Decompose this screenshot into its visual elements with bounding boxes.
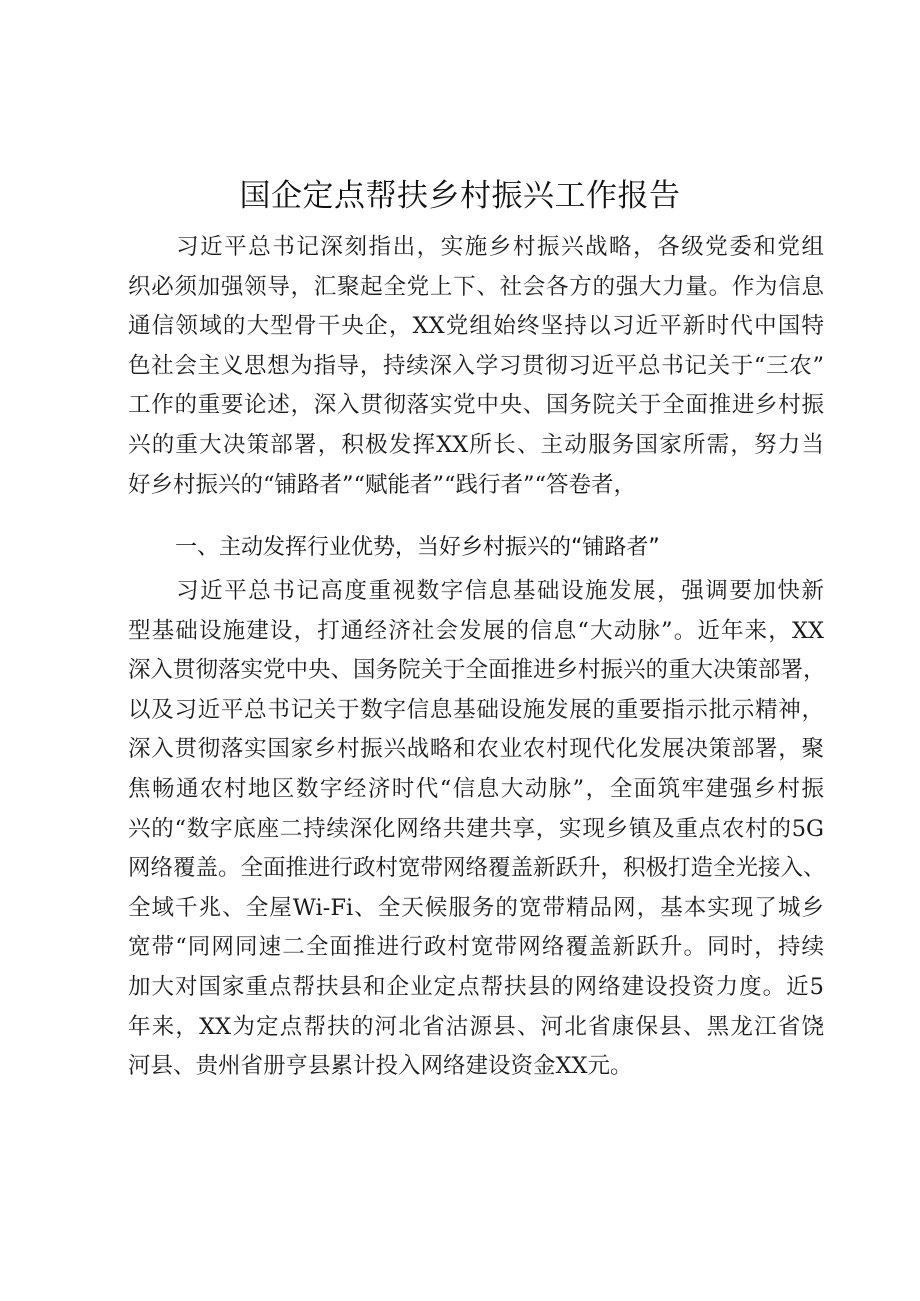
paragraph-line: 焦畅通农村地区数字经济时代“信息大动脉”，全面筑牢建强乡村振 — [128, 775, 824, 802]
section-heading: 一、主动发挥行业优势，当好乡村振兴的“铺路者” — [175, 535, 660, 560]
paragraph-line: 深入贯彻落实党中央、国务院关于全面推进乡村振兴的重大决策部署， — [128, 657, 826, 684]
document-title: 国企定点帮扶乡村振兴工作报告 — [239, 178, 681, 214]
paragraph-line: 宽带“同网同速二全面推进行政村宽带网络覆盖新跃升。同时，持续 — [128, 934, 824, 961]
paragraph-line: 以及习近平总书记关于数字信息基础设施发展的重要指示批示精神， — [128, 696, 824, 723]
paragraph-line: 兴的“数字底座二持续深化网络共建共享，实现乡镇及重点农村的5G — [128, 815, 824, 842]
paragraph-intro — [128, 228, 824, 505]
paragraph-line: 加大对国家重点帮扶县和企业定点帮扶县的网络建设投资力度。近5 — [128, 973, 824, 1000]
paragraph-line: 色社会主义思想为指导，持续深入学习贯彻习近平总书记关于“三农” — [128, 352, 824, 379]
paragraph-line: 习近平总书记深刻指出，实施乡村振兴战略，各级党委和党组 — [128, 234, 824, 260]
paragraph-line: 兴的重大决策部署，积极发挥XX所长、主动服务国家所需，努力当 — [128, 431, 824, 458]
paragraph-line: 型基础设施建设，打通经济社会发展的信息“大动脉”。近年来，XX — [128, 617, 824, 644]
paragraph-line: 深入贯彻落实国家乡村振兴战略和农业农村现代化发展决策部署，聚 — [128, 736, 824, 763]
paragraph-section1 — [128, 572, 824, 1087]
paragraph-line: 全域千兆、全屋Wi-Fi、全天候服务的宽带精品网，基本实现了城乡 — [128, 894, 824, 921]
paragraph-line: 好乡村振兴的“铺路者”“赋能者”“践行者”“答卷者， — [128, 471, 637, 498]
paragraph-line: 织必须加强领导，汇聚起全党上下、社会各方的强大力量。作为信息 — [128, 273, 824, 300]
paragraph-line: 网络覆盖。全面推进行政村宽带网络覆盖新跃升，积极打造全光接入、 — [128, 855, 826, 882]
paragraph-line: 习近平总书记高度重视数字信息基础设施发展，强调要加快新 — [128, 578, 824, 604]
paragraph-line: 河县、贵州省册亨县累计投入网络建设资金XX元。 — [128, 1053, 633, 1080]
paragraph-line: 通信领域的大型骨干央企，XX党组始终坚持以习近平新时代中国特 — [128, 313, 824, 340]
paragraph-line: 年来，XX为定点帮扶的河北省沽源县、河北省康保县、黑龙江省饶 — [128, 1013, 824, 1040]
paragraph-line: 工作的重要论述，深入贯彻落实党中央、国务院关于全面推进乡村振 — [128, 392, 824, 419]
